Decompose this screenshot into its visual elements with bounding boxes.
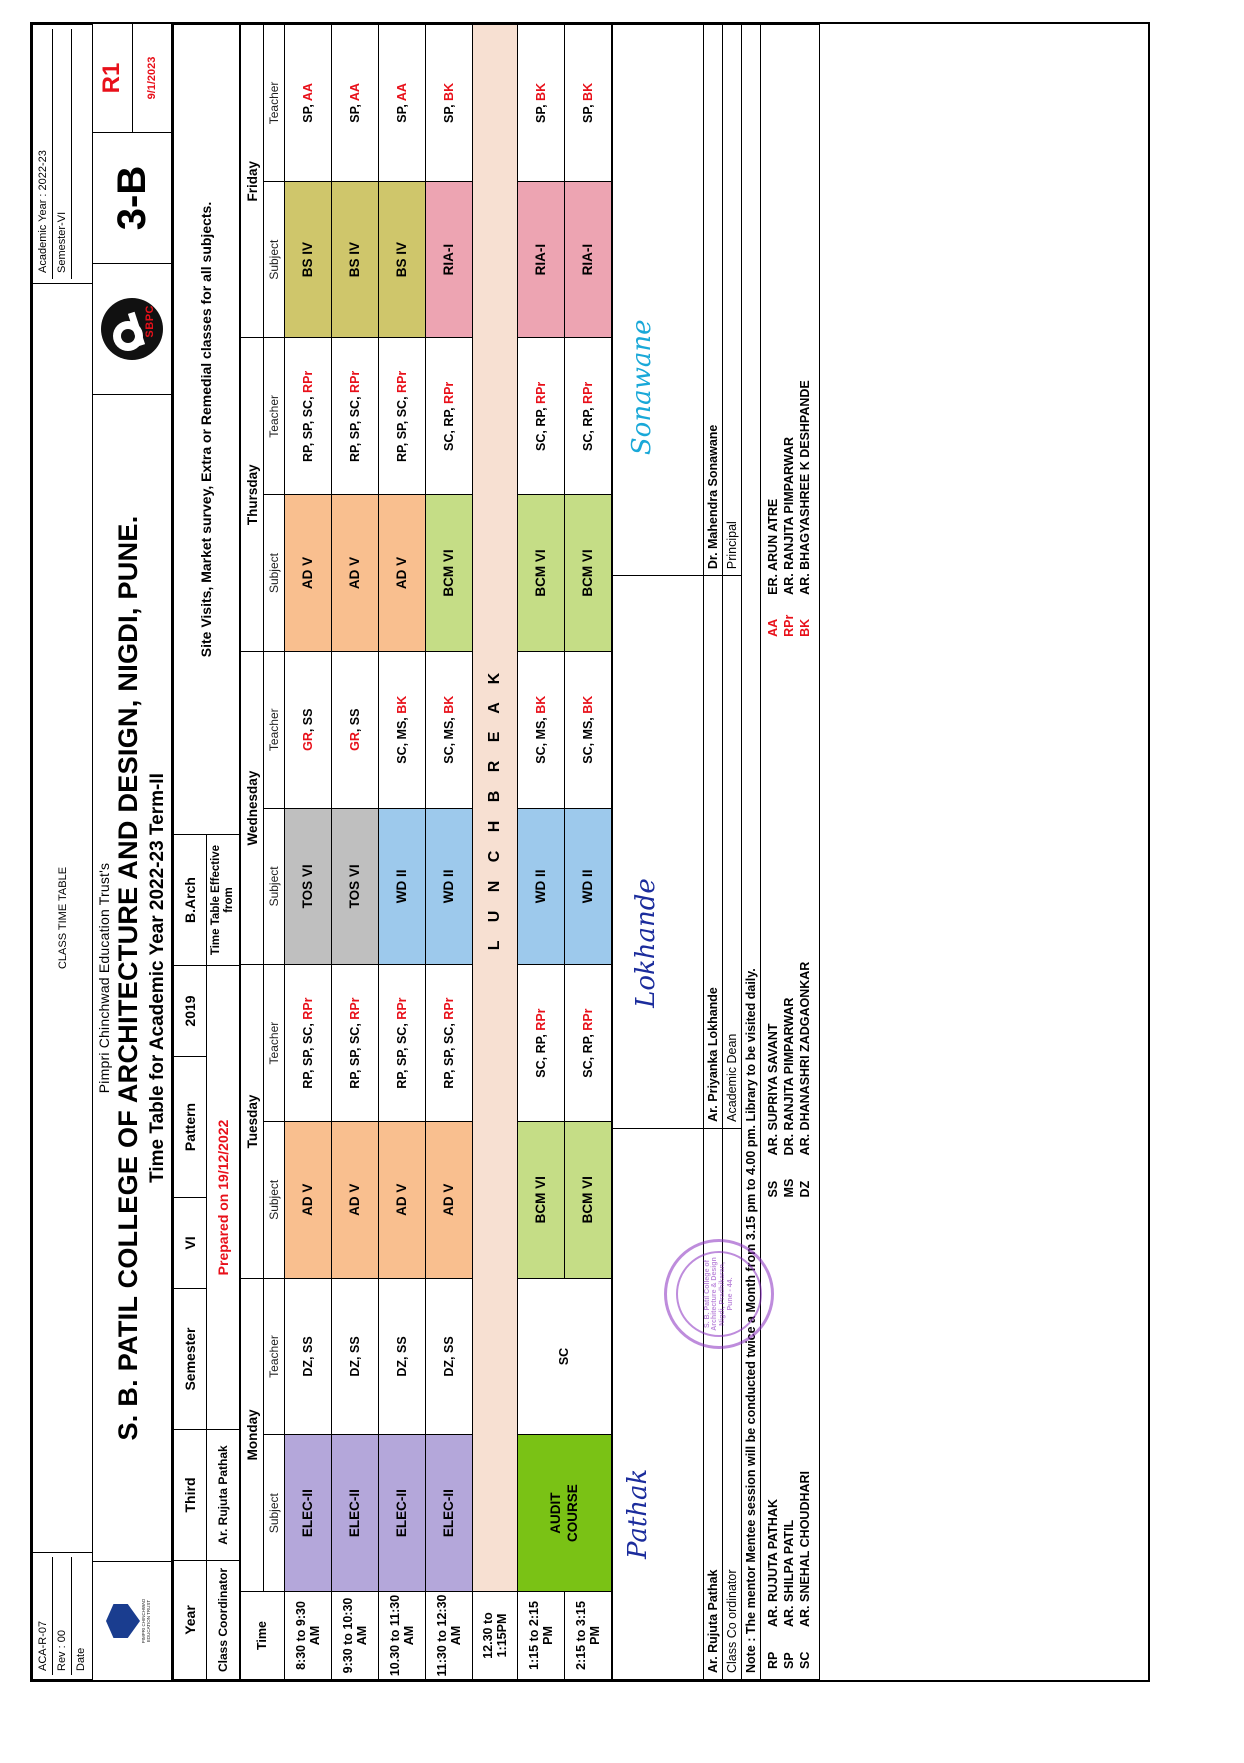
college-stamp-text: S. B. Patil College of Architecture & Design Nigdi, Pradhikaran, Pune - 44. — [676, 1251, 762, 1337]
teacher-cell: GR, SS — [332, 651, 379, 808]
subject-cell[interactable]: RIA-I — [426, 181, 473, 338]
teacher-cell: DZ, SS — [332, 1278, 379, 1435]
timetable-row — [426, 25, 473, 1680]
subject-cell[interactable]: ELEC-II — [285, 1435, 332, 1592]
day-header-friday: Friday — [241, 25, 264, 339]
trust-name: Pimpri Chinchwad Education Trust's — [96, 862, 112, 1094]
teacher-cell: SP, BK — [518, 25, 565, 182]
teacher-cell: SC, RP, RPr — [518, 965, 565, 1122]
abbr-name: AR. SNEHAL CHOUDHARI — [798, 1470, 812, 1627]
teacher-cell: SP, AA — [285, 25, 332, 182]
abbr-name: AR. BHAGYASHREE K DESHPANDE — [798, 380, 812, 595]
coordinator-value: Ar. Rujuta Pathak — [207, 1430, 240, 1561]
abbreviation-row-item — [797, 31, 813, 1673]
semester-label-cell: Semester — [174, 1289, 207, 1430]
subject-cell[interactable]: ELEC-II — [426, 1435, 473, 1592]
ink-signature-dean: Lokhande — [631, 878, 661, 1008]
time-slot: 1:15 to 2:15 PM — [518, 1592, 565, 1680]
coordinator-label: Class Coordinator — [207, 1561, 240, 1680]
academic-year: Academic Year : 2022-23 — [34, 29, 53, 279]
abbr-name: AR. SUPRIYA SAVANT — [766, 1023, 780, 1156]
document-control-bar — [32, 24, 93, 1680]
teacher-cell: DZ, SS — [285, 1278, 332, 1435]
timetable-row — [332, 25, 379, 1680]
grid-day-header-row — [241, 25, 264, 1680]
abbr-code: SS — [766, 1180, 780, 1198]
sites-note: Site Visits, Market survey, Extra or Remedial classes for all subjects. — [174, 25, 240, 835]
teacher-cell: SC, RP, RPr — [518, 338, 565, 495]
subject-cell[interactable]: WD II — [379, 808, 426, 965]
teacher-cell: SP, AA — [379, 25, 426, 182]
time-slot: 10.30 to 11:30 AM — [379, 1592, 426, 1680]
day-header-wednesday: Wednesday — [241, 651, 264, 964]
abbr-name: AR. SHILPA PATIL — [782, 1519, 796, 1627]
revision-number: R1 — [98, 62, 126, 94]
time-slot: 11:30 to 12:30 AM — [426, 1592, 473, 1680]
abbr-name: AR. DHANASHRI ZADGAONKAR — [798, 961, 812, 1156]
teacher-cell: SC, MS, BK — [565, 651, 612, 808]
year-value: Third — [174, 1430, 207, 1561]
subject-cell[interactable]: BCM VI — [426, 495, 473, 652]
signature-box-coordinator — [613, 1128, 704, 1679]
subject-cell[interactable]: BCM VI — [565, 495, 612, 652]
timetable-row — [379, 25, 426, 1680]
teacher-cell: RP, SP, SC, RPr — [285, 965, 332, 1122]
teacher-cell: GR, SS — [285, 651, 332, 808]
abbr-code: MS — [782, 1178, 796, 1198]
signature-box-principal — [613, 25, 704, 576]
abbr-code: DZ — [798, 1180, 812, 1198]
subject-cell[interactable]: TOS VI — [332, 808, 379, 965]
document-title: CLASS TIME TABLE — [33, 284, 93, 1553]
abbr-name: DR. RANJITA PIMPARWAR — [782, 997, 796, 1156]
teacher-cell: SC, RP, RPr — [565, 338, 612, 495]
time-slot: 2:15 to 3:15 PM — [565, 1592, 612, 1680]
subject-cell[interactable]: AD V — [426, 1121, 473, 1278]
day-header-tuesday: Tuesday — [241, 965, 264, 1278]
abbr-code: BK — [798, 618, 812, 637]
year-sem-block — [33, 25, 93, 284]
subject-cell[interactable]: AD V — [379, 1121, 426, 1278]
timetable-row — [473, 25, 518, 1680]
abbreviation-row-item — [765, 31, 781, 1673]
effective-from-label: Time Table Effective from — [207, 835, 240, 966]
info-row-labels — [174, 25, 207, 1680]
college-name: S. B. PATIL COLLEGE OF ARCHITECTURE AND DESIGN, NIGDI, PUNE. — [113, 515, 143, 1441]
subject-cell[interactable]: WD II — [426, 808, 473, 965]
abbr-code: RPr — [782, 614, 796, 637]
form-rev: Rev : 00 — [53, 1557, 72, 1675]
subject-cell[interactable]: ELEC-II — [332, 1435, 379, 1592]
footer-note-text: Note : The mentor Mentee session will be conducted twice a Month from 3.15 pm to 4.00 pm. Library to be visited daily. — [744, 968, 758, 1673]
teacher-cell: RP, SP, SC, RPr — [332, 338, 379, 495]
subheader-teacher-tuesday: Teacher — [264, 965, 285, 1122]
teacher-cell: SP, BK — [426, 25, 473, 182]
ink-signature-coordinator: Pathak — [623, 1468, 653, 1559]
semester-value: VI — [174, 1198, 207, 1289]
subject-cell[interactable]: BCM VI — [518, 495, 565, 652]
signatory-name-coordinator: Ar. Rujuta Pathak — [704, 1128, 723, 1679]
ink-signature-principal: Sonawane — [627, 319, 657, 456]
teacher-cell: RP, SP, SC, RPr — [332, 965, 379, 1122]
subject-cell[interactable]: ELEC-II — [379, 1435, 426, 1592]
year-label: Year — [174, 1561, 207, 1680]
signature-name-row — [704, 25, 723, 1680]
subject-cell[interactable]: AD V — [332, 1121, 379, 1278]
day-header-thursday: Thursday — [241, 338, 264, 651]
signature-role-row — [723, 25, 742, 1680]
abbr-name: AR. RUJUTA PATHAK — [766, 1498, 780, 1627]
subject-cell[interactable]: BS IV — [285, 181, 332, 338]
pcet-logo: PIMPRI CHINCHWAD EDUCATION TRUST — [93, 1561, 171, 1680]
pattern-label: Pattern — [174, 1057, 207, 1198]
subheader-teacher-friday: Teacher — [264, 25, 285, 182]
form-code: ACA-R-07 — [34, 1557, 53, 1675]
signatory-role-coordinator: Class Co ordinator — [723, 1128, 742, 1679]
pattern-value: 2019 — [174, 966, 207, 1057]
timetable-row — [518, 25, 565, 1680]
signatory-role-dean: Academic Dean — [723, 576, 742, 1129]
subject-cell[interactable]: BS IV — [332, 181, 379, 338]
time-column-header: Time — [241, 1592, 285, 1680]
semester-label: Semester-VI — [53, 29, 72, 279]
abbr-code: RP — [766, 1651, 780, 1669]
abbr-code: SP — [782, 1652, 796, 1669]
timetable-heading: Time Table for Academic Year 2022-23 Term-II — [147, 773, 168, 1183]
subject-cell[interactable]: AD V — [379, 495, 426, 652]
teacher-cell: DZ, SS — [379, 1278, 426, 1435]
lunch-break-cell: L U N C H B R E A K — [473, 25, 518, 1592]
info-strip — [173, 24, 240, 1680]
subject-cell[interactable]: AD V — [285, 495, 332, 652]
subheader-teacher-wednesday: Teacher — [264, 651, 285, 808]
masthead — [93, 24, 173, 1680]
abbr-code: SC — [798, 1651, 812, 1669]
time-slot: 8:30 to 9:30 AM — [285, 1592, 332, 1680]
abbr-code: AA — [766, 618, 780, 637]
signatory-name-dean: Ar. Priyanka Lokhande — [704, 576, 723, 1129]
subheader-subject-wednesday: Subject — [264, 808, 285, 965]
subject-cell[interactable]: TOS VI — [285, 808, 332, 965]
teacher-cell: RP, SP, SC, RPr — [379, 965, 426, 1122]
subject-cell[interactable]: BCM VI — [518, 1121, 565, 1278]
subject-cell[interactable]: AD V — [332, 495, 379, 652]
subheader-subject-monday: Subject — [264, 1435, 285, 1592]
teacher-cell: RP, SP, SC, RPr — [379, 338, 426, 495]
time-slot: 9:30 to 10:30 AM — [332, 1592, 379, 1680]
abbreviation-table — [765, 31, 813, 1673]
timetable-row — [285, 25, 332, 1680]
subject-cell[interactable]: AUDIT COURSE — [518, 1435, 612, 1592]
subject-cell[interactable]: RIA-I — [518, 181, 565, 338]
teacher-cell: DZ, SS — [426, 1278, 473, 1435]
timetable-body — [285, 25, 612, 1680]
subheader-subject-thursday: Subject — [264, 495, 285, 652]
signatory-name-principal: Dr. Mahendra Sonawane — [704, 25, 723, 576]
abbr-name: ER. ARUN ATRE — [766, 498, 780, 595]
signatory-role-principal: Principal — [723, 25, 742, 576]
subheader-subject-tuesday: Subject — [264, 1121, 285, 1278]
revision-block — [93, 24, 171, 133]
timetable-sheet — [30, 22, 1150, 1682]
revision-date: 9/1/2023 — [132, 24, 172, 132]
teacher-cell: SC, RP, RPr — [426, 338, 473, 495]
note-row — [742, 25, 761, 1680]
prepared-on: Prepared on 19/12/2022 — [207, 966, 240, 1430]
subheader-teacher-monday: Teacher — [264, 1278, 285, 1435]
day-header-monday: Monday — [241, 1278, 264, 1591]
subject-cell[interactable]: AD V — [285, 1121, 332, 1278]
teacher-cell: RP, SP, SC, RPr — [426, 965, 473, 1122]
teacher-cell: SC, MS, BK — [518, 651, 565, 808]
teacher-cell: SP, AA — [332, 25, 379, 182]
college-stamp — [664, 1239, 774, 1349]
subject-cell[interactable]: WD II — [518, 808, 565, 965]
form-date: Date — [75, 1647, 87, 1671]
abbreviation-row — [761, 25, 820, 1680]
sbpc-logo: SBPC — [93, 264, 171, 395]
timetable-grid — [240, 24, 612, 1680]
teacher-cell: SC, MS, BK — [379, 651, 426, 808]
subject-cell[interactable]: WD II — [565, 808, 612, 965]
form-control-block — [33, 1553, 93, 1680]
signature-box-dean — [613, 576, 704, 1129]
class-code: 3-B — [93, 133, 171, 264]
abbr-name: AR. RANJITA PIMPARWAR — [782, 436, 796, 595]
abbreviation-row-item — [781, 31, 797, 1673]
blank-line — [72, 29, 91, 279]
subheader-subject-friday: Subject — [264, 181, 285, 338]
subject-cell[interactable]: BS IV — [379, 181, 426, 338]
teacher-cell: SC, RP, RPr — [565, 965, 612, 1122]
time-slot: 12.30 to 1:15PM — [473, 1592, 518, 1680]
programme-value: B.Arch — [174, 835, 207, 966]
footer-block — [612, 24, 820, 1680]
teacher-cell: RP, SP, SC, RPr — [285, 338, 332, 495]
teacher-cell: SC — [518, 1278, 612, 1435]
subheader-teacher-thursday: Teacher — [264, 338, 285, 495]
subject-cell[interactable]: RIA-I — [565, 181, 612, 338]
signature-row — [613, 25, 704, 1680]
subject-cell[interactable]: BCM VI — [565, 1121, 612, 1278]
grid-subheader-row — [264, 25, 285, 1680]
teacher-cell: SC, MS, BK — [426, 651, 473, 808]
college-title-block — [93, 395, 171, 1561]
teacher-cell: SP, BK — [565, 25, 612, 182]
abbreviation-legend — [761, 25, 820, 1680]
